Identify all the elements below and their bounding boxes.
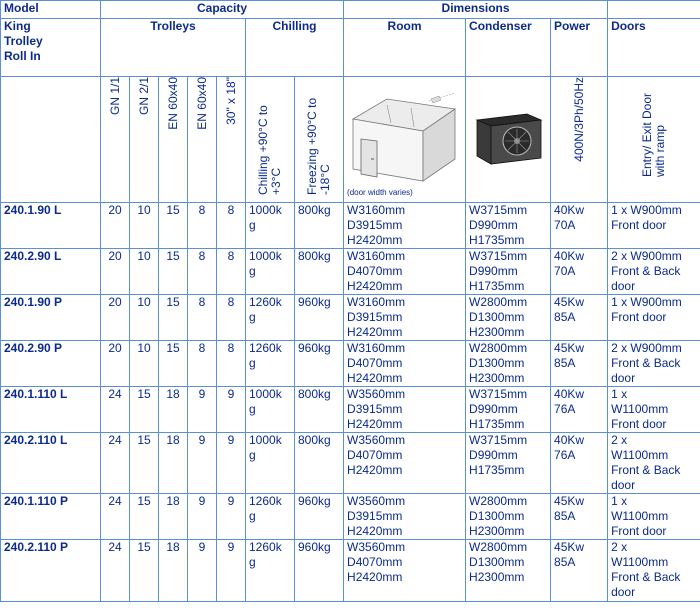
cell-room bbox=[344, 387, 466, 433]
cell-freeze: 960kg bbox=[295, 341, 344, 387]
cell-condenser bbox=[466, 433, 551, 494]
cell-line: 76A bbox=[554, 402, 576, 416]
cell-condenser bbox=[466, 249, 551, 295]
cell-line: H2420mm bbox=[347, 463, 403, 477]
cell-line: 70A bbox=[554, 264, 576, 278]
cell-freeze: 960kg bbox=[295, 540, 344, 602]
cell-en2: 8 bbox=[188, 341, 217, 387]
cell-line: 70A bbox=[554, 218, 576, 232]
cell-condenser bbox=[466, 540, 551, 602]
col-power: 400N/3Ph/50Hz bbox=[571, 77, 586, 162]
cell-line: 2 x bbox=[611, 540, 628, 554]
cell-model: 240.1.110 L bbox=[1, 387, 101, 433]
col-freezing: Freezing +90°C to -18°C bbox=[305, 97, 333, 195]
cell-en2: 8 bbox=[188, 203, 217, 249]
cell-line: 1000k bbox=[249, 249, 282, 263]
cell-model: 240.1.90 L bbox=[1, 203, 101, 249]
cell-line: 1260k bbox=[249, 295, 282, 309]
cell-power bbox=[551, 295, 608, 341]
cell-gn21: 15 bbox=[130, 387, 159, 433]
col-gn11: GN 1/1 bbox=[107, 77, 122, 116]
cell-line: Front & Back bbox=[611, 463, 681, 477]
cell-gn21: 15 bbox=[130, 540, 159, 602]
cell-gn21: 15 bbox=[130, 433, 159, 494]
cell-model: 240.2.110 P bbox=[1, 540, 101, 602]
cell-line: W3560mm bbox=[347, 387, 406, 401]
cell-line: W3560mm bbox=[347, 494, 406, 508]
col-en-2: EN 60x40 bbox=[194, 77, 209, 130]
cell-gn11: 20 bbox=[101, 203, 130, 249]
cell-room bbox=[344, 295, 466, 341]
cell-line: H1735mm bbox=[469, 463, 525, 477]
cell-in30: 8 bbox=[217, 341, 246, 387]
cell-power bbox=[551, 203, 608, 249]
cell-en1: 15 bbox=[159, 249, 188, 295]
cell-chill bbox=[246, 341, 295, 387]
cell-en1: 15 bbox=[159, 341, 188, 387]
cell-line: g bbox=[249, 310, 256, 324]
cell-line: W3160mm bbox=[347, 341, 406, 355]
condenser-unit-illustration bbox=[471, 108, 545, 168]
cell-line: H1735mm bbox=[469, 279, 525, 293]
header-row-main bbox=[1, 1, 700, 19]
cell-gn21: 10 bbox=[130, 341, 159, 387]
detail-blank bbox=[1, 77, 101, 203]
cell-line: W2800mm bbox=[469, 295, 528, 309]
cell-line: W1100mm bbox=[611, 555, 669, 569]
cell-freeze: 800kg bbox=[295, 249, 344, 295]
cell-in30: 8 bbox=[217, 249, 246, 295]
cell-power bbox=[551, 387, 608, 433]
cell-line: 1260k bbox=[249, 341, 282, 355]
cell-line: H2420mm bbox=[347, 570, 403, 584]
cell-line: H2300mm bbox=[469, 325, 525, 339]
table-row bbox=[1, 341, 700, 387]
cell-line: g bbox=[249, 402, 256, 416]
table-row bbox=[1, 387, 700, 433]
cell-line: 40Kw bbox=[554, 433, 585, 447]
cell-condenser bbox=[466, 203, 551, 249]
cell-line: H2300mm bbox=[469, 371, 525, 385]
cell-line: 2 x W900mm bbox=[611, 341, 682, 355]
cell-en1: 15 bbox=[159, 203, 188, 249]
cell-power bbox=[551, 494, 608, 540]
room-caption: (door width varies) bbox=[347, 188, 413, 197]
cell-room bbox=[344, 249, 466, 295]
cell-model: 240.2.110 L bbox=[1, 433, 101, 494]
cell-line: H1735mm bbox=[469, 233, 525, 247]
cell-line: W3715mm bbox=[469, 387, 528, 401]
cell-line: 1 x bbox=[611, 387, 628, 401]
cell-doors bbox=[608, 540, 700, 602]
header-blank bbox=[608, 1, 700, 19]
cell-doors bbox=[608, 433, 700, 494]
cell-line: H2420mm bbox=[347, 325, 403, 339]
cell-line: g bbox=[249, 264, 256, 278]
cell-line: door bbox=[611, 478, 636, 492]
cell-chill bbox=[246, 494, 295, 540]
cell-line: Front door bbox=[611, 524, 667, 538]
cell-doors bbox=[608, 249, 700, 295]
cell-gn21: 10 bbox=[130, 249, 159, 295]
cell-power bbox=[551, 341, 608, 387]
cell-line: g bbox=[249, 555, 256, 569]
cell-line: H2420mm bbox=[347, 233, 403, 247]
cell-line: 1 x W900mm bbox=[611, 203, 682, 217]
cell-line: 76A bbox=[554, 448, 576, 462]
cell-condenser bbox=[466, 494, 551, 540]
header-doors: Doors bbox=[608, 19, 700, 77]
cell-in30: 9 bbox=[217, 494, 246, 540]
cell-line: D3915mm bbox=[347, 402, 403, 416]
cell-doors bbox=[608, 295, 700, 341]
table-row bbox=[1, 249, 700, 295]
cell-doors bbox=[608, 494, 700, 540]
cell-chill bbox=[246, 540, 295, 602]
cell-en2: 9 bbox=[188, 433, 217, 494]
cell-line: W3715mm bbox=[469, 203, 528, 217]
cell-line: 45Kw bbox=[554, 540, 585, 554]
cell-line: 1 x bbox=[611, 494, 628, 508]
cell-line: 1260k bbox=[249, 540, 282, 554]
cell-line: W3715mm bbox=[469, 433, 528, 447]
cell-line: H2420mm bbox=[347, 371, 403, 385]
cell-in30: 9 bbox=[217, 387, 246, 433]
table-row bbox=[1, 295, 700, 341]
header-dimensions: Dimensions bbox=[344, 1, 608, 19]
cell-line: g bbox=[249, 356, 256, 370]
cell-line: D4070mm bbox=[347, 356, 403, 370]
table-row bbox=[1, 494, 700, 540]
col-doors: Entry/ Exit Door with ramp bbox=[640, 92, 668, 177]
col-gn21: GN 2/1 bbox=[136, 77, 151, 116]
cell-gn11: 20 bbox=[101, 295, 130, 341]
cell-gn21: 15 bbox=[130, 494, 159, 540]
cell-line: H2300mm bbox=[469, 524, 525, 538]
cell-line: g bbox=[249, 218, 256, 232]
cell-line: g bbox=[249, 509, 256, 523]
header-room: Room bbox=[344, 19, 466, 77]
cell-line: W2800mm bbox=[469, 540, 528, 554]
cell-power bbox=[551, 249, 608, 295]
cell-line: D3915mm bbox=[347, 310, 403, 324]
cold-room-illustration bbox=[347, 81, 459, 185]
cell-line: 85A bbox=[554, 310, 576, 324]
cell-line: W3560mm bbox=[347, 540, 406, 554]
cell-line: 1 x W900mm bbox=[611, 295, 682, 309]
cell-line: D4070mm bbox=[347, 448, 403, 462]
col-chilling: Chilling +90°C to +3°C bbox=[256, 105, 283, 195]
cell-line: D1300mm bbox=[469, 310, 525, 324]
cell-in30: 9 bbox=[217, 433, 246, 494]
cell-line: D1300mm bbox=[469, 509, 525, 523]
cell-doors bbox=[608, 203, 700, 249]
cell-room bbox=[344, 341, 466, 387]
cell-condenser bbox=[466, 341, 551, 387]
cell-line: 1000k bbox=[249, 203, 282, 217]
cell-line: 40Kw bbox=[554, 387, 585, 401]
cell-line: D990mm bbox=[469, 218, 518, 232]
cell-line: Front door bbox=[611, 218, 667, 232]
cell-line: 40Kw bbox=[554, 249, 585, 263]
room-image-cell bbox=[344, 77, 466, 203]
cell-line: Front & Back bbox=[611, 356, 681, 370]
cell-line: D990mm bbox=[469, 264, 518, 278]
cell-en1: 18 bbox=[159, 494, 188, 540]
cell-line: D990mm bbox=[469, 448, 518, 462]
cell-gn21: 10 bbox=[130, 203, 159, 249]
cell-line: H2420mm bbox=[347, 279, 403, 293]
cell-model: 240.1.110 P bbox=[1, 494, 101, 540]
cell-gn11: 24 bbox=[101, 540, 130, 602]
cell-line: W2800mm bbox=[469, 341, 528, 355]
cell-model: 240.1.90 P bbox=[1, 295, 101, 341]
cell-condenser bbox=[466, 387, 551, 433]
cell-freeze: 960kg bbox=[295, 494, 344, 540]
cell-line: 45Kw bbox=[554, 341, 585, 355]
cell-line: 45Kw bbox=[554, 295, 585, 309]
col-en-1: EN 60x40 bbox=[165, 77, 180, 130]
cell-line: W1100mm bbox=[611, 448, 669, 462]
table-row bbox=[1, 433, 700, 494]
cell-line: D3915mm bbox=[347, 218, 403, 232]
cell-en2: 8 bbox=[188, 249, 217, 295]
cell-line: W3715mm bbox=[469, 249, 528, 263]
cell-power bbox=[551, 540, 608, 602]
cell-line: door bbox=[611, 585, 636, 599]
cell-line: door bbox=[611, 279, 636, 293]
cell-line: D4070mm bbox=[347, 555, 403, 569]
cell-in30: 9 bbox=[217, 540, 246, 602]
cell-model: 240.2.90 P bbox=[1, 341, 101, 387]
cell-line: D990mm bbox=[469, 402, 518, 416]
cell-line: 85A bbox=[554, 509, 576, 523]
cell-freeze: 800kg bbox=[295, 433, 344, 494]
cell-in30: 8 bbox=[217, 203, 246, 249]
header-trolleys: Trolleys bbox=[101, 19, 246, 77]
cell-line: 85A bbox=[554, 555, 576, 569]
cell-line: door bbox=[611, 371, 636, 385]
cell-in30: 8 bbox=[217, 295, 246, 341]
cell-doors bbox=[608, 387, 700, 433]
cell-room bbox=[344, 540, 466, 602]
cell-line: H2300mm bbox=[469, 570, 525, 584]
cell-gn11: 24 bbox=[101, 433, 130, 494]
cell-power bbox=[551, 433, 608, 494]
cell-line: 2 x bbox=[611, 433, 628, 447]
cell-en2: 9 bbox=[188, 387, 217, 433]
cell-chill bbox=[246, 295, 295, 341]
header-model-name: King Trolley Roll In bbox=[1, 19, 101, 77]
cell-line: Front door bbox=[611, 417, 667, 431]
cell-line: W1100mm bbox=[611, 402, 669, 416]
header-capacity: Capacity bbox=[101, 1, 344, 19]
cell-chill bbox=[246, 249, 295, 295]
cell-freeze: 800kg bbox=[295, 203, 344, 249]
spec-table-body bbox=[1, 203, 700, 602]
cell-en2: 8 bbox=[188, 295, 217, 341]
cell-line: D1300mm bbox=[469, 555, 525, 569]
cell-chill bbox=[246, 433, 295, 494]
cell-gn21: 10 bbox=[130, 295, 159, 341]
header-row-sub bbox=[1, 19, 700, 77]
cell-line: g bbox=[249, 448, 256, 462]
header-power: Power bbox=[551, 19, 608, 77]
cell-line: W3160mm bbox=[347, 295, 406, 309]
cell-room bbox=[344, 203, 466, 249]
table-row bbox=[1, 203, 700, 249]
cell-freeze: 960kg bbox=[295, 295, 344, 341]
cell-line: W2800mm bbox=[469, 494, 528, 508]
cell-en2: 9 bbox=[188, 494, 217, 540]
cell-line: W1100mm bbox=[611, 509, 669, 523]
cell-en2: 9 bbox=[188, 540, 217, 602]
cell-line: W3560mm bbox=[347, 433, 406, 447]
cell-chill bbox=[246, 203, 295, 249]
cell-line: 1000k bbox=[249, 433, 282, 447]
cell-line: D1300mm bbox=[469, 356, 525, 370]
cell-gn11: 24 bbox=[101, 387, 130, 433]
cell-freeze: 800kg bbox=[295, 387, 344, 433]
cell-condenser bbox=[466, 295, 551, 341]
cell-en1: 18 bbox=[159, 387, 188, 433]
cell-line: D4070mm bbox=[347, 264, 403, 278]
cell-line: H2420mm bbox=[347, 417, 403, 431]
header-condenser: Condenser bbox=[466, 19, 551, 77]
header-model: Model bbox=[1, 1, 101, 19]
cell-en1: 18 bbox=[159, 433, 188, 494]
cell-line: 40Kw bbox=[554, 203, 585, 217]
cell-line: 2 x W900mm bbox=[611, 249, 682, 263]
cell-room bbox=[344, 494, 466, 540]
table-row bbox=[1, 540, 700, 602]
cell-line: 1260k bbox=[249, 494, 282, 508]
cell-model: 240.2.90 L bbox=[1, 249, 101, 295]
cell-line: 45Kw bbox=[554, 494, 585, 508]
cell-gn11: 20 bbox=[101, 341, 130, 387]
cell-line: W3160mm bbox=[347, 249, 406, 263]
col-30x18: 30" x 18" bbox=[223, 77, 238, 125]
cell-line: D3915mm bbox=[347, 509, 403, 523]
cell-en1: 15 bbox=[159, 295, 188, 341]
cell-line: Front & Back bbox=[611, 570, 681, 584]
cell-doors bbox=[608, 341, 700, 387]
cell-room bbox=[344, 433, 466, 494]
cell-en1: 18 bbox=[159, 540, 188, 602]
header-chilling: Chilling bbox=[246, 19, 344, 77]
cell-line: Front door bbox=[611, 310, 667, 324]
cell-line: Front & Back bbox=[611, 264, 681, 278]
cell-line: 85A bbox=[554, 356, 576, 370]
condenser-image-cell bbox=[466, 77, 551, 203]
cell-chill bbox=[246, 387, 295, 433]
cell-line: H2420mm bbox=[347, 524, 403, 538]
cell-gn11: 20 bbox=[101, 249, 130, 295]
cell-line: W3160mm bbox=[347, 203, 406, 217]
cell-line: H1735mm bbox=[469, 417, 525, 431]
header-row-detail bbox=[1, 77, 700, 203]
cell-line: 1000k bbox=[249, 387, 282, 401]
cell-gn11: 24 bbox=[101, 494, 130, 540]
